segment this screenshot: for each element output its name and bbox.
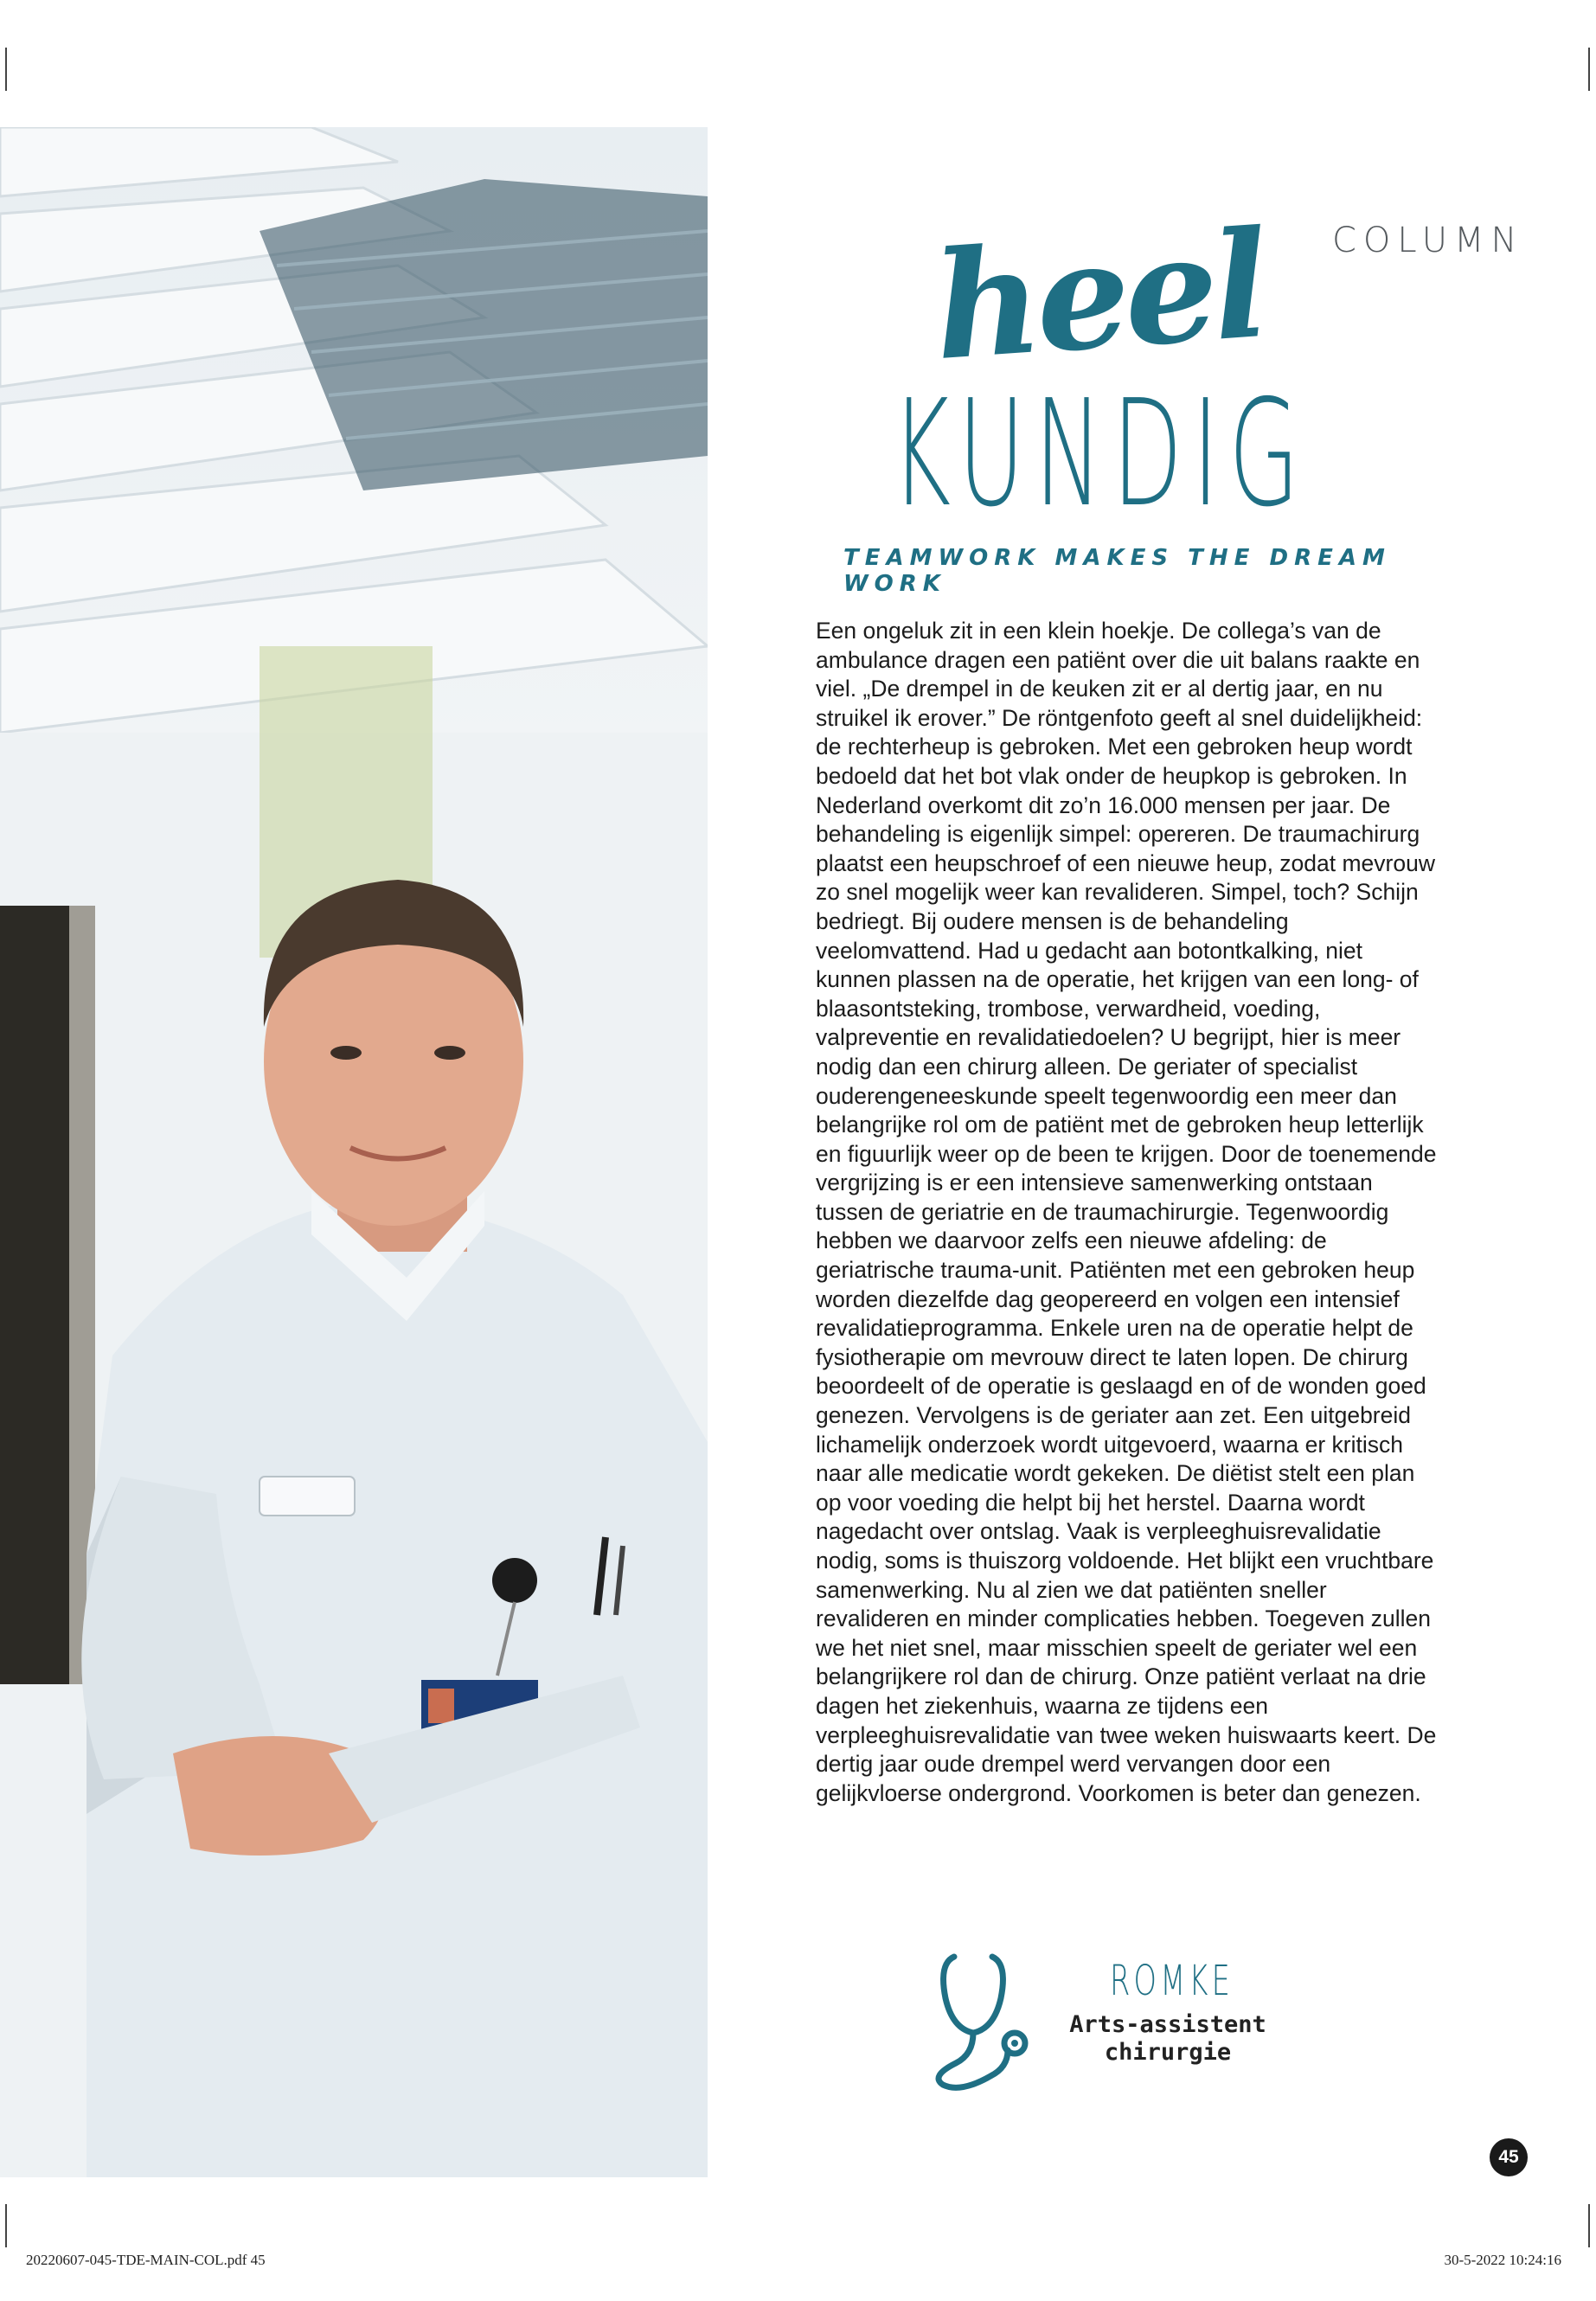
footer-file-name: 20220607-045-TDE-MAIN-COL.pdf 45 bbox=[26, 2252, 266, 2268]
author-role-line-1: Arts-assistent bbox=[1069, 2011, 1266, 2038]
crop-mark-top-right bbox=[1588, 48, 1590, 91]
crop-mark-bottom-left bbox=[5, 2204, 7, 2247]
crop-mark-top-left bbox=[5, 48, 7, 91]
author-role bbox=[1042, 2011, 1293, 2067]
page-number-badge: 45 bbox=[1490, 2138, 1528, 2176]
doctor-portrait-photo bbox=[0, 127, 708, 2177]
article-body: Een ongeluk zit in een klein hoekje. De collega’s van de ambulance dragen een patiënt over die uit balans raakte en viel. „De drempel in de keuken zit er al dertig jaar, en nu struikel ik erover.” De röntgenfoto geeft al snel duidelijkheid: de rechterheup is gebroken. Met een gebroken heup wordt bedoeld dat het bot vlak onder de heupkop is gebroken. In Nederland overkomt dit zo’n 16.000 mensen per jaar. De behandeling is eigenlijk simpel: opereren. De traumachirurg plaatst een heupschroef of een nieuwe heup, zodat mevrouw zo snel mogelijk weer kan revalideren. Simpel, toch? Schijn bedriegt. Bij oudere mensen is de behandeling veelomvattend. Had u gedacht aan botontkalking, niet kunnen plassen na de operatie, het krijgen van een long- of blaasontsteking, trombose, verwardheid, voeding, valpreventie en revalidatiedoelen? U begrijpt, hier is meer nodig dan een chirurg alleen. De geriater of specialist ouderengeneeskunde speelt tegenwoordig een meer dan belangrijke rol om de patiënt met de gebroken heup letterlijk en figuurlijk weer op de been te krijgen. Door de toenemende vergrijzing is er een intensieve samenwerking ontstaan tussen de geriatrie en de traumachirurgie. Tegenwoordig hebben we daarvoor zelfs een nieuwe afdeling: de geriatrische trauma-unit. Patiënten met een gebroken heup worden diezelfde dag geopereerd en volgen een intensief revalidatieprogramma. Enkele uren na de operatie helpt de fysiotherapie om mevrouw direct te laten lopen. De chirurg beoordeelt of de operatie is geslaagd en of de wonden goed genezen. Vervolgens is de geriater aan zet. Een uitgebreid lichamelijk onderzoek wordt uitgevoerd, waarna er kritisch naar alle medicatie wordt gekeken. De diëtist stelt een plan op voor voeding die helpt bij het herstel. Daarna wordt nagedacht over ontslag. Vaak is verpleeghuisrevalidatie nodig, soms is thuiszorg voldoende. Het blijkt een vruchtbare samenwerking. Nu al zien we dat patiënten sneller revalideren en minder complicaties hebben. Toegeven zullen we het niet snel, maar misschien speelt de geriater wel een belangrijkere rol dan de chirurg. Onze patiënt verlaat na drie dagen het ziekenhuis, waarna ze tijdens een verpleeghuisrevalidatie van twee weken huiswaarts keert. De dertig jaar oude drempel werd vervangen door een gelijkvloerse ondergrond. Voorkomen is beter dan genezen. bbox=[816, 618, 1437, 1806]
title-script: heel bbox=[928, 198, 1270, 394]
author-name: ROMKE bbox=[1110, 1957, 1234, 2005]
subtitle: TEAMWORK MAKES THE DREAM WORK bbox=[843, 545, 1391, 597]
author-role-line-2: chirurgie bbox=[1104, 2039, 1232, 2066]
crop-mark-bottom-right bbox=[1588, 2204, 1590, 2247]
footer-datetime: 30-5-2022 10:24:16 bbox=[1444, 2252, 1561, 2268]
section-label: COLUMN bbox=[1332, 221, 1524, 260]
title-caps: KUNDIG bbox=[891, 369, 1310, 540]
stethoscope-icon bbox=[921, 1946, 1034, 2093]
